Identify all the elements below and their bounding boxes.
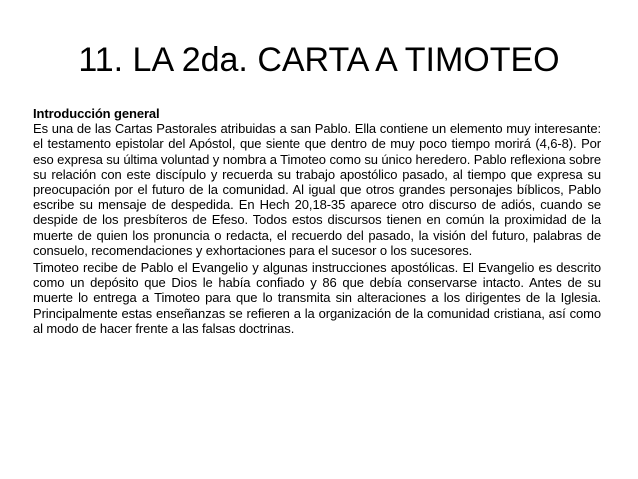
body-paragraph-2: Timoteo recibe de Pablo el Evangelio y algunas instrucciones apostólicas. El Evangelio es descrito como un depósito que Dios le había confiado y 86 que debía conservarse intacto. Antes de su muerte lo entrega a Timoteo para que lo transmita sin alteraciones a los dirigentes de la Iglesia. Principalmente estas enseñanzas se refieren a la organización de la comunidad cristiana, así como al modo de hacer frente a las falsas doctrinas. (33, 260, 601, 336)
body-paragraph-1: Es una de las Cartas Pastorales atribuidas a san Pablo. Ella contiene un elemento muy interesante: el testamento epistolar del Apóstol, que siente que dentro de muy poco tiempo morirá (4,6-8). Por eso expresa su última voluntad y nombra a Timoteo como su único heredero. Pablo reflexiona sobre su relación con este discípulo y recuerda su trabajo apostólico pasado, al tiempo que expresa su preocupación por el futuro de la comunidad. Al igual que otros grandes personajes bíblicos, Pablo escribe su mensaje de despedida. En Hech 20,18-35 aparece otro discurso de adiós, cuando se despide de los presbíteros de Efeso. Todos estos discursos tienen en común la proximidad de la muerte de quien los pronuncia o redacta, el recuerdo del pasado, la visión del futuro, palabras de consuelo, recomendaciones y exhortaciones para el sucesor o los sucesores. (33, 121, 601, 258)
slide-body (33, 106, 601, 336)
section-subheading: Introducción general (33, 106, 160, 121)
slide-title: 11. LA 2da. CARTA A TIMOTEO (78, 41, 560, 79)
